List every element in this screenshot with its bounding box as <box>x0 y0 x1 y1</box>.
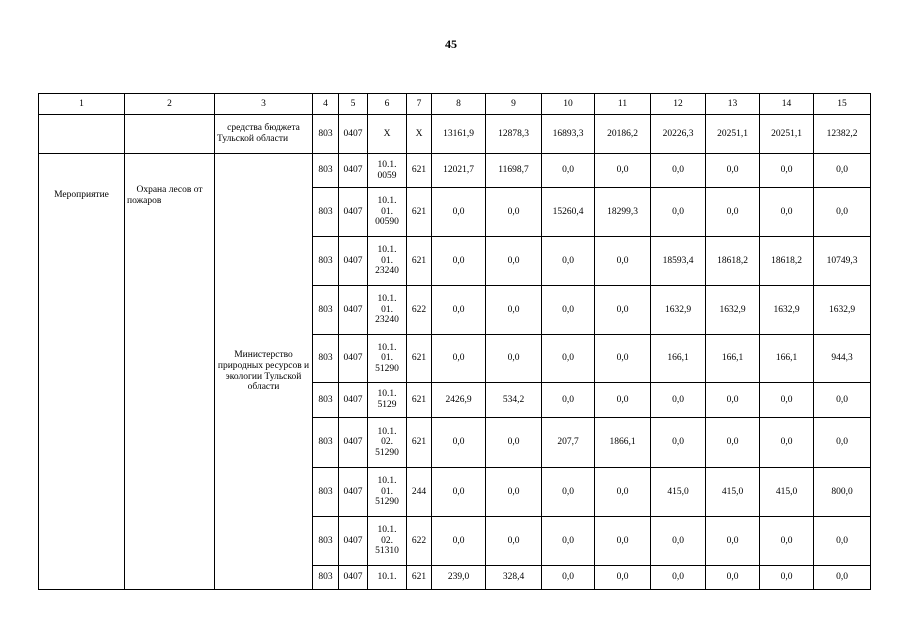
kind-cell: 621 <box>407 237 432 286</box>
column-header: 13 <box>706 94 760 115</box>
value-cell: 0,0 <box>542 517 595 566</box>
grbs-cell: 803 <box>313 335 339 383</box>
value-cell: 0,0 <box>760 566 814 590</box>
kind-cell: Х <box>407 115 432 154</box>
article-code-part: 10.1. <box>377 426 397 437</box>
funding-source-label: средства бюджета Тульской области <box>215 115 313 154</box>
article-cell <box>368 335 407 383</box>
page-number: 45 <box>445 37 457 51</box>
column-header: 3 <box>215 94 313 115</box>
column-header: 8 <box>432 94 486 115</box>
article-code-part: 10.1. <box>377 196 397 207</box>
measure-name: Охрана лесов от пожаров <box>125 154 215 590</box>
grbs-cell: 803 <box>313 468 339 517</box>
column-header: 14 <box>760 94 814 115</box>
column-header: 5 <box>339 94 368 115</box>
value-cell: 0,0 <box>760 154 814 188</box>
value-cell: 10749,3 <box>814 237 871 286</box>
value-cell: 0,0 <box>814 154 871 188</box>
value-cell: 1866,1 <box>595 418 651 468</box>
kind-cell: 621 <box>407 566 432 590</box>
kind-cell: 622 <box>407 517 432 566</box>
article-code-part: 02. <box>381 437 393 448</box>
value-cell: 0,0 <box>486 188 542 237</box>
value-cell: 2426,9 <box>432 383 486 418</box>
kind-cell: 621 <box>407 335 432 383</box>
empty-cell <box>39 115 125 154</box>
article-code-part: 10.1. <box>377 525 397 536</box>
header-row <box>39 94 871 115</box>
grbs-cell: 803 <box>313 383 339 418</box>
section-cell: 0407 <box>339 517 368 566</box>
value-cell: 0,0 <box>432 335 486 383</box>
value-cell: 0,0 <box>595 566 651 590</box>
measure-executor: Министерство природных ресурсов и экологии Тульской области <box>215 154 313 590</box>
column-header: 7 <box>407 94 432 115</box>
value-cell: 13161,9 <box>432 115 486 154</box>
value-cell: 0,0 <box>542 154 595 188</box>
kind-cell: 621 <box>407 418 432 468</box>
value-cell: 166,1 <box>760 335 814 383</box>
value-cell: 0,0 <box>651 154 706 188</box>
value-cell: 12021,7 <box>432 154 486 188</box>
table-row <box>39 154 871 188</box>
value-cell: 0,0 <box>760 517 814 566</box>
article-code-part: 01. <box>381 206 393 217</box>
grbs-cell: 803 <box>313 237 339 286</box>
value-cell: 0,0 <box>760 188 814 237</box>
value-cell: 1632,9 <box>814 286 871 335</box>
value-cell: 20251,1 <box>760 115 814 154</box>
value-cell: 328,4 <box>486 566 542 590</box>
grbs-cell: 803 <box>313 566 339 590</box>
article-code-part: 10.1. <box>377 245 397 256</box>
section-cell: 0407 <box>339 418 368 468</box>
article-code-part: 10.1. <box>377 572 397 583</box>
section-cell: 0407 <box>339 468 368 517</box>
value-cell: 16893,3 <box>542 115 595 154</box>
value-cell: 0,0 <box>814 517 871 566</box>
article-code-part: 51290 <box>375 447 399 458</box>
value-cell: 534,2 <box>486 383 542 418</box>
value-cell: 0,0 <box>432 468 486 517</box>
value-cell: 0,0 <box>814 383 871 418</box>
value-cell: 415,0 <box>651 468 706 517</box>
article-code-part: 01. <box>381 353 393 364</box>
column-header: 15 <box>814 94 871 115</box>
kind-cell: 621 <box>407 154 432 188</box>
budget-table <box>38 93 871 590</box>
article-code-part: 00590 <box>375 217 399 228</box>
article-code-part: 0059 <box>377 170 397 181</box>
column-header: 10 <box>542 94 595 115</box>
value-cell: 0,0 <box>706 154 760 188</box>
section-cell: 0407 <box>339 566 368 590</box>
value-cell: 0,0 <box>486 335 542 383</box>
value-cell: 0,0 <box>542 566 595 590</box>
article-cell <box>368 468 407 517</box>
section-cell: 0407 <box>339 286 368 335</box>
section-cell: 0407 <box>339 154 368 188</box>
value-cell: 0,0 <box>542 286 595 335</box>
article-cell <box>368 154 407 188</box>
value-cell: 0,0 <box>651 188 706 237</box>
measure-type: Мероприятие <box>39 154 125 590</box>
value-cell: 0,0 <box>814 418 871 468</box>
value-cell: 0,0 <box>706 188 760 237</box>
article-cell <box>368 517 407 566</box>
value-cell: 0,0 <box>432 517 486 566</box>
column-header: 9 <box>486 94 542 115</box>
value-cell: 18618,2 <box>760 237 814 286</box>
value-cell: 18299,3 <box>595 188 651 237</box>
value-cell: 166,1 <box>651 335 706 383</box>
value-cell: 1632,9 <box>651 286 706 335</box>
value-cell: 0,0 <box>432 188 486 237</box>
value-cell: 0,0 <box>760 418 814 468</box>
article-code-part: 10.1. <box>377 294 397 305</box>
article-cell <box>368 237 407 286</box>
value-cell: 0,0 <box>706 418 760 468</box>
value-cell: 20226,3 <box>651 115 706 154</box>
column-header: 6 <box>368 94 407 115</box>
value-cell: 12382,2 <box>814 115 871 154</box>
value-cell: 12878,3 <box>486 115 542 154</box>
value-cell: 0,0 <box>595 383 651 418</box>
value-cell: 0,0 <box>814 188 871 237</box>
grbs-cell: 803 <box>313 115 339 154</box>
value-cell: 0,0 <box>651 418 706 468</box>
section-cell: 0407 <box>339 115 368 154</box>
kind-cell: 622 <box>407 286 432 335</box>
value-cell: 0,0 <box>595 237 651 286</box>
value-cell: 0,0 <box>595 335 651 383</box>
value-cell: 207,7 <box>542 418 595 468</box>
article-code-part: 01. <box>381 486 393 497</box>
article-code-part: 23240 <box>375 266 399 277</box>
value-cell: 20251,1 <box>706 115 760 154</box>
column-header: 4 <box>313 94 339 115</box>
article-code-part: 10.1. <box>377 389 397 400</box>
funding-source-row <box>39 115 871 154</box>
article-code-part: 23240 <box>375 315 399 326</box>
column-header: 1 <box>39 94 125 115</box>
article-code-part: 10.1. <box>377 159 397 170</box>
grbs-cell: 803 <box>313 517 339 566</box>
article-cell <box>368 188 407 237</box>
article-code-part: 10.1. <box>377 342 397 353</box>
value-cell: 0,0 <box>486 237 542 286</box>
value-cell: 0,0 <box>595 154 651 188</box>
article-code-part: 01. <box>381 304 393 315</box>
grbs-cell: 803 <box>313 286 339 335</box>
grbs-cell: 803 <box>313 418 339 468</box>
value-cell: 0,0 <box>542 335 595 383</box>
value-cell: 0,0 <box>542 468 595 517</box>
value-cell: 0,0 <box>542 383 595 418</box>
value-cell: 0,0 <box>486 286 542 335</box>
value-cell: 1632,9 <box>760 286 814 335</box>
article-code-part: 51290 <box>375 363 399 374</box>
value-cell: 0,0 <box>432 418 486 468</box>
column-header: 2 <box>125 94 215 115</box>
article-code-part: 5129 <box>377 400 397 410</box>
section-cell: 0407 <box>339 383 368 418</box>
value-cell: 415,0 <box>760 468 814 517</box>
article-cell <box>368 418 407 468</box>
article-code-part: 51310 <box>375 546 399 557</box>
column-header: 12 <box>651 94 706 115</box>
kind-cell: 621 <box>407 188 432 237</box>
value-cell: 166,1 <box>706 335 760 383</box>
value-cell: 0,0 <box>651 383 706 418</box>
value-cell: 0,0 <box>706 566 760 590</box>
grbs-cell: 803 <box>313 154 339 188</box>
value-cell: 0,0 <box>651 566 706 590</box>
value-cell: 0,0 <box>706 383 760 418</box>
value-cell: 944,3 <box>814 335 871 383</box>
column-header: 11 <box>595 94 651 115</box>
value-cell: 0,0 <box>486 517 542 566</box>
value-cell: 0,0 <box>432 237 486 286</box>
kind-cell: 244 <box>407 468 432 517</box>
grbs-cell: 803 <box>313 188 339 237</box>
value-cell: 0,0 <box>706 517 760 566</box>
value-cell: 1632,9 <box>706 286 760 335</box>
value-cell: 415,0 <box>706 468 760 517</box>
value-cell: 239,0 <box>432 566 486 590</box>
article-cell <box>368 383 407 418</box>
section-cell: 0407 <box>339 188 368 237</box>
value-cell: 0,0 <box>486 418 542 468</box>
value-cell: 0,0 <box>651 517 706 566</box>
article-cell <box>368 286 407 335</box>
value-cell: 0,0 <box>595 517 651 566</box>
empty-cell <box>125 115 215 154</box>
article-cell <box>368 566 407 590</box>
value-cell: 800,0 <box>814 468 871 517</box>
article-cell: Х <box>368 115 407 154</box>
value-cell: 0,0 <box>432 286 486 335</box>
value-cell: 0,0 <box>595 468 651 517</box>
value-cell: 0,0 <box>760 383 814 418</box>
section-cell: 0407 <box>339 237 368 286</box>
value-cell: 0,0 <box>814 566 871 590</box>
value-cell: 15260,4 <box>542 188 595 237</box>
value-cell: 18618,2 <box>706 237 760 286</box>
value-cell: 11698,7 <box>486 154 542 188</box>
value-cell: 0,0 <box>542 237 595 286</box>
article-code-part: 51290 <box>375 497 399 508</box>
value-cell: 0,0 <box>595 286 651 335</box>
value-cell: 0,0 <box>486 468 542 517</box>
article-code-part: 10.1. <box>377 476 397 487</box>
section-cell: 0407 <box>339 335 368 383</box>
kind-cell: 621 <box>407 383 432 418</box>
article-code-part: 01. <box>381 255 393 266</box>
article-code-part: 02. <box>381 535 393 546</box>
value-cell: 18593,4 <box>651 237 706 286</box>
value-cell: 20186,2 <box>595 115 651 154</box>
